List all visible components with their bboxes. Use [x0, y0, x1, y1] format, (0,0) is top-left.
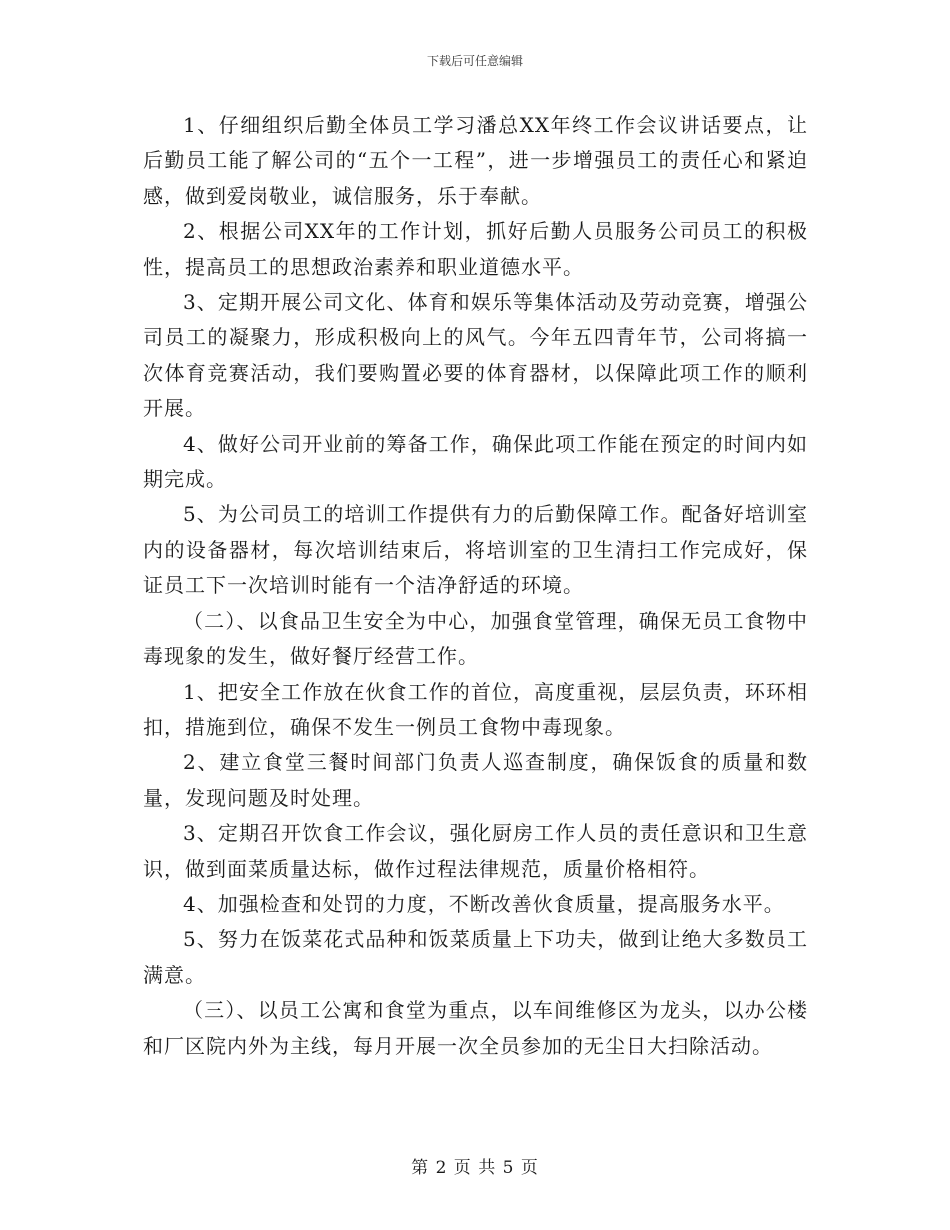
- paragraph-9: 3、定期召开饮食工作会议，强化厨房工作人员的责任意识和卫生意识，做到面菜质量达标，做作过程法律规范，质量价格相符。: [143, 821, 808, 881]
- paragraph-2: 2、根据公司XX年的工作计划，抓好后勤人员服务公司员工的积极性，提高员工的思想政治素养和职业道德水平。: [143, 219, 808, 279]
- page-footer: 第 2 页 共 5 页: [411, 1158, 539, 1178]
- document-body: [143, 108, 808, 1064]
- paragraph-12: （三）、以员工公寓和食堂为重点，以车间维修区为龙头，以办公楼和厂区院内外为主线，每月开展一次全员参加的无尘日大扫除活动。: [143, 998, 808, 1058]
- paragraph-4: 4、做好公司开业前的筹备工作，确保此项工作能在预定的时间内如期完成。: [143, 431, 808, 492]
- page-header: 下载后可任意编辑: [426, 54, 523, 68]
- paragraph-3: 3、定期开展公司文化、体育和娱乐等集体活动及劳动竞赛，增强公司员工的凝聚力，形成积极向上的风气。今年五四青年节，公司将搞一次体育竞赛活动，我们要购置必要的体育器材，以保障此项工作的顺利开展。: [143, 290, 808, 421]
- paragraph-11: 5、努力在饭菜花式品种和饭菜质量上下功夫，做到让绝大多数员工满意。: [143, 927, 808, 987]
- paragraph-6: （二）、以食品卫生安全为中心，加强食堂管理，确保无员工食物中毒现象的发生，做好餐厅经营工作。: [143, 608, 808, 669]
- paragraph-1: 1、仔细组织后勤全体员工学习潘总XX年终工作会议讲话要点，让后勤员工能了解公司的“五个一工程”，进一步增强员工的责任心和紧迫感，做到爱岗敬业，诚信服务，乐于奉献。: [143, 113, 808, 208]
- paragraph-8: 2、建立食堂三餐时间部门负责人巡查制度，确保饭食的质量和数量，发现问题及时处理。: [143, 750, 808, 810]
- paragraph-7: 1、把安全工作放在伙食工作的首位，高度重视，层层负责，环环相扣，措施到位，确保不发生一例员工食物中毒现象。: [143, 679, 808, 739]
- paragraph-10: 4、加强检查和处罚的力度，不断改善伙食质量，提高服务水平。: [183, 891, 785, 916]
- paragraph-5: 5、为公司员工的培训工作提供有力的后勤保障工作。配备好培训室内的设备器材，每次培训结束后，将培训室的卫生清扫工作完成好，保证员工下一次培训时能有一个洁净舒适的环境。: [143, 502, 808, 598]
